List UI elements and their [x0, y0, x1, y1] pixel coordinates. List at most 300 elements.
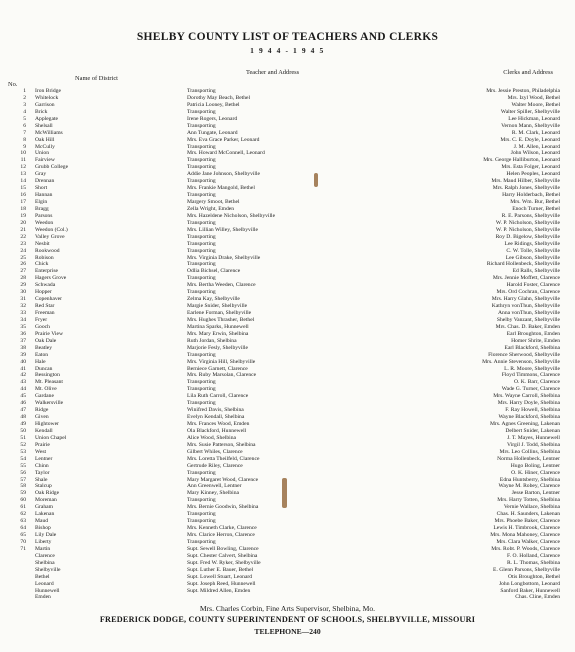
table-row: [0, 407, 575, 414]
district-name: Eaton: [35, 351, 49, 358]
district-name: Union: [35, 150, 49, 157]
teacher-address: Martina Sparks, Hunnewell: [187, 323, 249, 330]
clerk-address: Mrs. Jessie Preston, Philadelphia: [486, 88, 560, 94]
teacher-address: Marjorie Fesly, Shelbyville: [187, 344, 249, 351]
district-name: Clarence: [35, 552, 55, 559]
row-number: 70: [20, 538, 26, 545]
clerk-address: Mrs. Mona Mahoney, Clarence: [490, 532, 560, 538]
district-name: Gooch: [35, 323, 50, 330]
row-number: 47: [20, 407, 26, 414]
teacher-address: Supt. Sewell Bowling, Clarence: [187, 545, 259, 552]
clerk-address: E. Glenn Parsons, Shelbyville: [493, 566, 560, 573]
row-number: 50: [20, 427, 26, 434]
district-name: Valley Grove: [35, 233, 65, 240]
teacher-address: Supt. Lowell Stuart, Leonard: [187, 573, 253, 580]
district-name: Whitelock: [35, 94, 59, 101]
teacher-address: Transporting: [187, 143, 216, 150]
row-number: 62: [20, 511, 26, 518]
district-name: Drennan: [35, 178, 55, 185]
teacher-address: Ruth Jordan, Shelbina: [187, 337, 237, 344]
district-name: Iron Bridge: [35, 88, 61, 94]
teacher-address: Mrs. Clarice Herron, Clarence: [187, 532, 255, 538]
teacher-address: Transporting: [187, 108, 216, 115]
table-row: [0, 248, 575, 255]
row-number: 28: [20, 275, 26, 282]
clerk-address: F. Ray Howell, Shelbina: [505, 407, 560, 414]
row-number: 10: [20, 150, 26, 157]
table-row: [0, 164, 575, 171]
row-number: 15: [20, 185, 26, 192]
clerk-address: J. M. Allen, Leonard: [513, 143, 560, 150]
table-row: [0, 477, 575, 484]
teacher-address: Addie Jane Johnson, Shelbyville: [187, 171, 261, 178]
district-name: Leonard: [35, 580, 54, 587]
table-row: [0, 456, 575, 463]
teacher-address: Evelyn Kendall, Shelbina: [187, 414, 245, 421]
district-name: Lakenan: [35, 511, 55, 518]
clerk-address: Mrs. Esta Folger, Leonard: [501, 164, 560, 171]
district-name: Elgin: [35, 199, 48, 205]
clerk-address: Mrs. Harry Glahn, Shelbyville: [491, 296, 560, 303]
clerk-address: Ed Ralls, Shelbyville: [512, 268, 560, 275]
clerk-address: O. K. Hiner, Clarence: [511, 469, 560, 476]
clerk-address: L. R. Moore, Shelbyville: [504, 365, 560, 372]
district-name: Lily Dale: [35, 532, 57, 538]
row-number: 9: [23, 143, 26, 150]
fine-arts-supervisor: Mrs. Charles Corbin, Fine Arts Supervisor, Shelbina, Mo.: [199, 604, 376, 613]
teachers-table: [0, 88, 575, 601]
table-row: [0, 88, 575, 95]
clerk-address: Lee Ridings, Shelbyville: [504, 240, 560, 247]
table-row: [0, 532, 575, 539]
clerk-address: Wayne Blackford, Shelbina: [498, 414, 560, 421]
teacher-address: Mary Kinney, Shelbina: [187, 490, 239, 497]
table-row: [0, 504, 575, 511]
clerk-address: Florence Sherwood, Shelbyville: [488, 351, 560, 358]
row-number: 22: [20, 233, 26, 240]
district-name: Applegate: [35, 115, 58, 122]
row-number: 44: [20, 386, 26, 393]
row-number: 24: [20, 247, 26, 254]
row-number: 57: [20, 476, 26, 483]
district-name: Liberty: [35, 538, 52, 545]
clerk-address: Mrs. Ord Cochran, Clarence: [496, 289, 560, 296]
table-row: [0, 303, 575, 310]
clerk-address: Mrs. C. E. Doyle, Leonard: [500, 136, 560, 143]
table-row: [0, 525, 575, 532]
teacher-address: Transporting: [187, 386, 216, 393]
teacher-address: Transporting: [187, 88, 216, 94]
row-number: 51: [20, 434, 26, 441]
teacher-address: Zelma Kay, Shelbyville: [187, 296, 240, 303]
table-row: [0, 400, 575, 407]
teacher-address: Transporting: [187, 261, 216, 268]
district-name: Shelbyville: [35, 566, 61, 573]
header-district: Name of District: [75, 75, 118, 82]
teacher-address: Ola Blackford, Hunnewell: [187, 427, 247, 434]
teacher-address: Transporting: [187, 178, 216, 185]
table-row: [0, 588, 575, 595]
district-name: Hannan: [35, 192, 53, 199]
row-number: 3: [23, 101, 26, 108]
district-name: Given: [35, 414, 49, 421]
teacher-address: Supt. Joseph Reed, Hunnewell: [187, 580, 256, 587]
clerk-address: R. M. Clark, Leonard: [511, 129, 560, 136]
district-name: Emden: [35, 594, 51, 601]
clerk-address: Mrs. Wayne Carroll, Shelbina: [493, 393, 560, 400]
table-row: [0, 109, 575, 116]
clerk-address: Sanford Baker, Hunnewell: [500, 587, 560, 594]
district-name: Robison: [35, 254, 54, 261]
teacher-address: Transporting: [187, 497, 216, 504]
row-number: 2: [23, 94, 26, 101]
district-name: Bessington: [35, 372, 60, 379]
district-name: Rookwood: [35, 247, 60, 254]
teacher-address: Winifred Davis, Shelbina: [187, 407, 244, 414]
district-name: Hagers Grove: [35, 275, 67, 282]
district-name: Chick: [35, 261, 49, 268]
clerk-address: Chas. Cline, Emden: [515, 594, 560, 601]
row-number: 23: [20, 240, 26, 247]
clerk-address: R. L. Thomas, Shelbina: [506, 559, 560, 566]
clerk-address: Norma Hollenbeck, Lentner: [497, 455, 560, 462]
district-name: Hightower: [35, 421, 59, 427]
county-superintendent: FREDERICK DODGE, COUNTY SUPERINTENDENT OF SCHOOLS, SHELBYVILLE, MISSOURI: [99, 615, 476, 624]
row-number: 27: [20, 268, 26, 275]
teacher-address: Transporting: [187, 247, 216, 254]
clerk-address: Lee Hickman, Leonard: [508, 115, 560, 122]
row-number: 53: [20, 448, 26, 455]
district-name: Walkersville: [35, 400, 64, 407]
district-name: Parsons: [35, 212, 53, 219]
clerk-address: Jesse Barton, Lentner: [511, 490, 560, 497]
table-row: [0, 560, 575, 567]
table-row: [0, 338, 575, 345]
clerk-address: Mrs. Clara Walker, Clarence: [496, 538, 560, 545]
table-row: [0, 116, 575, 123]
district-name: Duncan: [35, 365, 53, 372]
row-number: 14: [20, 178, 26, 185]
district-name: Copenhaver: [35, 296, 63, 303]
table-row: [0, 359, 575, 366]
clerk-address: Delbert Snider, Lakenan: [505, 427, 560, 434]
teacher-address: Margery Smoot, Bethel: [187, 199, 240, 205]
row-number: 54: [20, 455, 26, 462]
clerk-address: Vernie Wallace, Shelbina: [503, 504, 560, 511]
table-row: [0, 234, 575, 241]
row-number: 59: [20, 490, 26, 497]
teacher-address: Mrs. Frances Wood, Emden: [187, 421, 250, 427]
clerk-address: C. W. Tolle, Shelbyville: [506, 247, 560, 254]
row-number: 12: [20, 164, 26, 171]
clerk-address: Anna vonThun, Shelbyville: [498, 310, 560, 316]
table-row: [0, 483, 575, 490]
teacher-address: Transporting: [187, 275, 216, 282]
row-number: 71: [20, 545, 26, 552]
clerk-address: Mrs. Harry Doyle, Shelbina: [497, 400, 560, 407]
row-number: 31: [20, 296, 26, 303]
row-number: 4: [23, 108, 26, 115]
table-row: [0, 310, 575, 317]
district-name: Bethel: [35, 573, 50, 580]
table-row: [0, 442, 575, 449]
row-number: 19: [20, 212, 26, 219]
row-number: 43: [20, 379, 26, 386]
district-name: Lentner: [35, 455, 53, 462]
table-row: [0, 289, 575, 296]
table-row: [0, 546, 575, 553]
clerk-address: Otis Broughton, Bethel: [507, 573, 560, 580]
clerk-address: Lewis H. Timbrook, Clarence: [493, 525, 560, 532]
table-row: [0, 490, 575, 497]
clerk-address: Mrs. Agnes Greening, Lakenan: [489, 421, 560, 427]
header-clerk: Clerks and Address: [503, 69, 553, 76]
clerk-address: Kathryn vonThun, Shelbyville: [491, 303, 560, 310]
district-name: Brick: [35, 108, 48, 115]
table-row: [0, 567, 575, 574]
teacher-address: Transporting: [187, 192, 216, 199]
clerk-address: Mrs. Izyl Wood, Bethel: [507, 94, 560, 101]
teacher-address: Mrs. Bernie Goodwin, Shelbina: [187, 504, 259, 511]
teacher-address: Dorothy May Beach, Bethel: [187, 94, 251, 101]
page-title: SHELBY COUNTY LIST OF TEACHERS AND CLERKS: [136, 31, 439, 43]
teacher-address: Gertrude Riley, Clarence: [187, 462, 243, 469]
row-number: 5: [23, 115, 26, 122]
table-row: [0, 428, 575, 435]
district-name: Garrison: [35, 101, 55, 108]
clerk-address: Earl Blackford, Shelbina: [504, 344, 560, 351]
table-row: [0, 296, 575, 303]
row-number: 16: [20, 192, 26, 199]
table-row: [0, 470, 575, 477]
row-number: 56: [20, 469, 26, 476]
clerk-address: Hugo Boling, Lentner: [510, 462, 560, 469]
district-name: Oak Ridge: [35, 490, 60, 497]
teacher-address: Mrs. Lillian Willey, Shelbyville: [187, 226, 258, 233]
district-name: Union Chapel: [35, 434, 67, 441]
table-row: [0, 574, 575, 581]
clerk-address: Mrs. Phoebe Baker, Clarence: [494, 518, 560, 525]
row-number: 48: [20, 414, 26, 421]
table-row: [0, 352, 575, 359]
table-row: [0, 178, 575, 185]
teacher-address: Mrs. Ruby Marsolan, Clarence: [187, 372, 257, 379]
clerk-address: Virgil J. Todd, Shelbina: [507, 441, 560, 448]
table-row: [0, 213, 575, 220]
clerk-address: John Wilson, Leonard: [510, 150, 560, 157]
district-name: McCully: [35, 143, 55, 150]
table-row: [0, 241, 575, 248]
clerk-address: Mrs. Annie Stevenson, Shelbyville: [482, 358, 560, 365]
teacher-address: Mrs. Susie Patterson, Shelbina: [187, 441, 256, 448]
table-row: [0, 386, 575, 393]
teacher-address: Transporting: [187, 164, 216, 171]
teacher-address: Odlia Bichsel, Clarence: [187, 268, 241, 275]
clerk-address: Floyd Timmons, Clarence: [501, 372, 560, 379]
table-row: [0, 324, 575, 331]
district-name: Shale: [35, 476, 48, 483]
district-name: Ridge: [35, 407, 49, 414]
table-row: [0, 220, 575, 227]
teacher-address: Mrs. Kenneth Clarke, Clarence: [187, 525, 257, 532]
clerk-address: Mrs. Wm. Bur, Bethel: [510, 199, 560, 205]
table-row: [0, 275, 575, 282]
row-number: 20: [20, 219, 26, 226]
district-name: Schwada: [35, 282, 56, 289]
district-name: Weedon (Col.): [35, 226, 68, 233]
district-name: West: [35, 448, 47, 455]
clerk-address: John Longbottom, Leonard: [498, 580, 560, 587]
teacher-address: Transporting: [187, 219, 216, 226]
clerk-address: O. K. Barr, Clarence: [513, 379, 560, 386]
teacher-address: Patricia Looney, Bethel: [187, 101, 240, 108]
clerk-address: Mrs. George Halliburton, Leonard: [483, 157, 560, 164]
clerk-address: Homer Shrite, Emden: [511, 337, 560, 344]
table-row: [0, 150, 575, 157]
ink-smudge: [314, 173, 318, 187]
district-name: Hopper: [35, 289, 52, 296]
table-row: [0, 144, 575, 151]
clerk-address: Mrs. Leo Collins, Shelbina: [499, 448, 560, 455]
district-name: Beatley: [35, 344, 53, 351]
row-number: 17: [20, 199, 26, 205]
district-name: Fairview: [35, 157, 55, 164]
clerk-address: Mrs. Harry Totten, Shelbina: [497, 497, 560, 504]
clerk-address: Mrs. Ralph Jones, Shelbyville: [492, 185, 560, 192]
teacher-address: Transporting: [187, 233, 216, 240]
district-name: Shelsall: [35, 122, 53, 129]
telephone-line: TELEPHONE—240: [254, 627, 321, 636]
table-row: [0, 421, 575, 428]
row-number: 55: [20, 462, 26, 469]
row-number: 39: [20, 351, 26, 358]
teacher-address: Margie Snider, Shelbyville: [187, 303, 248, 310]
teacher-address: Transporting: [187, 122, 216, 129]
table-row: [0, 518, 575, 525]
clerk-address: J. T. Mayes, Hunnewell: [507, 434, 560, 441]
row-number: 52: [20, 441, 26, 448]
teacher-address: Mrs. Hughes Thrasher, Bethel: [187, 316, 255, 323]
clerk-address: Wayne M. Robey, Clarence: [498, 483, 560, 490]
row-number: 64: [20, 525, 26, 532]
clerk-address: Mrs. Jennie Moffett, Clarence: [492, 275, 560, 282]
district-name: Martin: [35, 545, 51, 552]
district-name: Short: [35, 185, 48, 192]
district-name: McWilliams: [35, 129, 63, 136]
table-row: [0, 497, 575, 504]
row-number: 65: [20, 532, 26, 538]
clerk-address: Chas. H. Saunders, Lakenan: [496, 511, 560, 518]
row-number: 26: [20, 261, 26, 268]
header-number: No.: [8, 81, 18, 88]
district-name: Bragg: [35, 205, 49, 212]
teacher-address: Supt. Mildred Allen, Emden: [187, 587, 251, 594]
teacher-address: Transporting: [187, 351, 216, 358]
teacher-address: Mrs. Howard McConnell, Leonard: [187, 150, 265, 157]
table-row: [0, 95, 575, 102]
district-name: Stalcup: [35, 483, 52, 490]
teacher-address: Transporting: [187, 157, 216, 164]
table-row: [0, 261, 575, 268]
teacher-address: Transporting: [187, 518, 216, 525]
row-number: 37: [20, 337, 26, 344]
clerk-address: R. E. Parsons, Shelbyville: [501, 212, 560, 219]
teacher-address: Mrs. Frankie Mangold, Bethel: [187, 185, 255, 192]
clerk-address: Harry Holderbach, Bethel: [502, 192, 560, 199]
table-row: [0, 206, 575, 213]
clerk-address: Enoch Turner, Bethel: [512, 205, 560, 212]
clerk-address: W. P. Nicholson, Shelbyville: [495, 226, 560, 233]
table-row: [0, 227, 575, 234]
header-teacher: Teacher and Address: [246, 69, 300, 76]
teacher-address: Transporting: [187, 289, 216, 296]
clerk-address: Mrs. Robt. P. Woods, Clarence: [491, 545, 560, 552]
row-number: 30: [20, 289, 26, 296]
table-row: [0, 268, 575, 275]
teacher-address: Lila Ruth Carroll, Clarence: [187, 393, 249, 400]
district-name: Oak Dale: [35, 337, 57, 344]
row-number: 13: [20, 171, 26, 178]
district-name: Bishop: [35, 525, 51, 532]
row-number: 33: [20, 310, 26, 316]
table-row: [0, 511, 575, 518]
school-year: 1 9 4 4 - 1 9 4 5: [250, 46, 325, 55]
table-row: [0, 317, 575, 324]
district-name: Enterprise: [35, 268, 58, 275]
clerk-address: Lee Gibson, Shelbyville: [505, 254, 560, 261]
district-name: Moreman: [35, 497, 57, 504]
table-row: [0, 581, 575, 588]
district-name: Prairie View: [35, 330, 63, 337]
clerk-address: Roy D. Bigelow, Shelbyville: [495, 233, 560, 240]
clerk-address: Mrs. Chas. D. Baker, Emden: [495, 323, 560, 330]
table-row: [0, 594, 575, 601]
clerk-address: Wade G. Turner, Clarence: [501, 386, 560, 393]
row-number: 45: [20, 393, 26, 400]
teacher-address: Ann Tungate, Leonard: [187, 129, 238, 136]
table-row: [0, 393, 575, 400]
clerk-address: Helen Peoples, Leonard: [506, 171, 560, 178]
table-row: [0, 102, 575, 109]
row-number: 21: [20, 226, 26, 233]
row-number: 40: [20, 358, 26, 365]
teacher-address: Mrs. Virginia Hill, Shelbyville: [187, 358, 256, 365]
district-name: Chinn: [35, 462, 49, 469]
teacher-address: Supt. Chester Calvert, Shelbina: [187, 552, 258, 559]
teacher-address: Irene Rogers, Leonard: [187, 115, 238, 122]
table-row: [0, 449, 575, 456]
table-row: [0, 137, 575, 144]
teacher-address: Mrs. Mary Erwin, Shelbina: [187, 330, 249, 337]
clerk-address: Walter Spiller, Shelbyville: [500, 108, 560, 115]
teacher-address: Mary Margaret Wood, Clarence: [187, 476, 259, 483]
teacher-address: Mrs. Virginia Drake, Shelbyville: [187, 254, 261, 261]
teacher-address: Supt. Fred W. Ryker, Shelbyville: [187, 559, 261, 566]
district-name: Weedon: [35, 219, 54, 226]
row-number: 29: [20, 282, 26, 289]
teacher-address: Gilbert Whiles, Clarence: [187, 448, 243, 455]
table-row: [0, 372, 575, 379]
clerk-address: Walter Moore, Bethel: [511, 101, 560, 108]
district-name: Prairie: [35, 441, 50, 448]
teacher-address: Mrs. Hazeldene Nicholson, Shelbyville: [187, 212, 276, 219]
row-number: 11: [20, 157, 26, 164]
district-name: Nesbit: [35, 240, 50, 247]
district-name: Fryer: [35, 316, 48, 323]
district-name: Hale: [35, 358, 46, 365]
table-row: [0, 331, 575, 338]
row-number: 36: [20, 330, 26, 337]
